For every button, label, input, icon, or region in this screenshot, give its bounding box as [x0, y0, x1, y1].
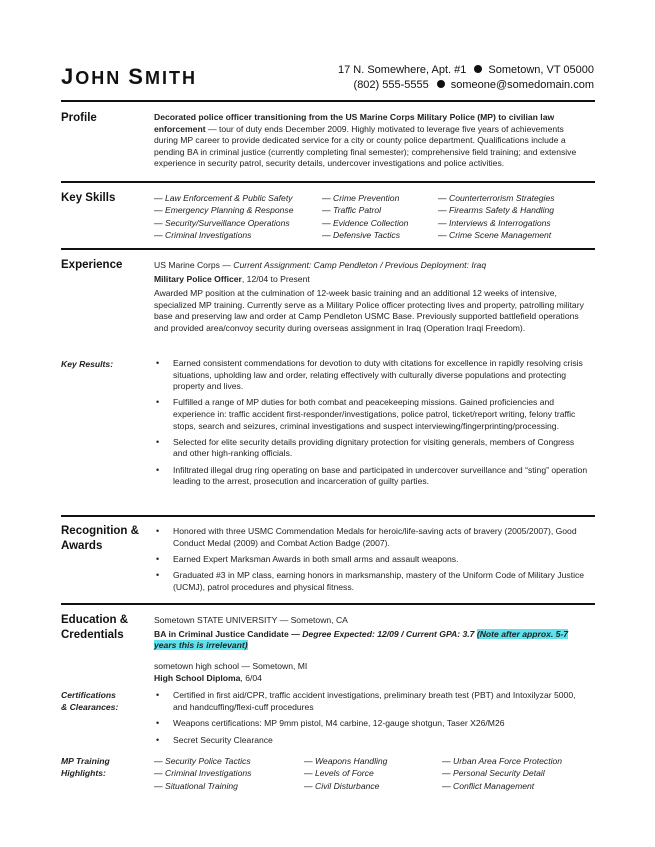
- skills-list: [154, 192, 594, 242]
- training-item: — Urban Area Force Protection: [442, 756, 563, 766]
- skill-item: — Security/Surveillance Operations: [154, 217, 290, 228]
- experience-block: [154, 260, 589, 335]
- phone: (802) 555-5555: [353, 79, 429, 91]
- skill-item: — Interviews & Interrogations: [438, 217, 551, 228]
- training-item: — Security Police Tactics: [154, 756, 251, 766]
- training-column-3: [442, 755, 562, 792]
- training-item: — Civil Disturbance: [304, 780, 380, 791]
- list-item: • Weapons certifications: MP 9mm pistol, M4 carbine, 12-gauge shotgun, Taser X26/M26: [154, 718, 589, 730]
- job-dates: , 12/04 to Present: [241, 273, 310, 284]
- degree-1-title: BA in Criminal Justice Candidate —: [154, 628, 303, 639]
- skill-item: — Firearms Safety & Handling: [438, 205, 555, 216]
- certifications-list: [154, 690, 589, 751]
- training-column-2: [304, 755, 387, 792]
- list-item: • Infiltrated illegal drug ring operating on base and participated in undercover surveillance and “sting” operation leading to the arrest, prosecution and incarceration of guilty parties.: [154, 465, 589, 488]
- divider: [61, 100, 595, 102]
- name-first-initial: J: [61, 64, 76, 89]
- cert-heading-line2: & Clearances:: [61, 702, 119, 712]
- degree-1-expected: Degree Expected: 12/09 / Current GPA: 3.7: [302, 628, 475, 639]
- skill-item: — Traffic Patrol: [322, 205, 382, 216]
- certifications-heading: [61, 689, 118, 713]
- skill-item: — Crime Scene Management: [438, 229, 552, 240]
- skills-column-3: [438, 192, 555, 241]
- training-heading-line1: MP Training: [61, 756, 110, 766]
- degree-2-date: , 6/04: [240, 673, 262, 684]
- assignment: Current Assignment: Camp Pendleton / Previous Deployment: Iraq: [233, 260, 487, 270]
- skill-item: — Crime Prevention: [322, 193, 400, 203]
- training-item: — Levels of Force: [304, 768, 374, 779]
- employer: US Marine Corps —: [154, 260, 234, 270]
- list-item: • Earned consistent commendations for devotion to duty with citations for excellence in rapidly resolving crisis situations, upholding law and order, relating effectively with culturally diverse populations and protecting property and lives.: [154, 358, 589, 393]
- name-last-initial: S: [128, 64, 145, 89]
- email: someone@somedomain.com: [450, 79, 594, 91]
- training-heading-line2: Highlights:: [61, 768, 106, 778]
- experience-heading: Experience: [61, 259, 123, 271]
- list-item: • Certified in first aid/CPR, traffic accident investigations, preliminary breath test (PBT) and Intoxilyzar 5000, and handcuffing/flexi-cuff procedures: [154, 690, 589, 713]
- skills-column-2: [322, 192, 408, 241]
- degree-2-title: High School Diploma: [154, 673, 241, 684]
- school-2: sometown high school — Sometown, MI: [154, 660, 308, 671]
- recognition-heading-line2: Awards: [61, 540, 103, 552]
- list-item: • Graduated #3 in MP class, earning honors in marksmanship, mastery of the Uniform Code of Military Justice (UCMJ), patrol procedures and physical fitness.: [154, 570, 589, 593]
- skills-column-1: [154, 192, 294, 241]
- education-heading: [61, 613, 128, 643]
- skill-item: — Evidence Collection: [322, 217, 409, 228]
- list-item: • Fulfilled a range of MP duties for both combat and peacekeeping missions. Gained proficiencies and experience in: traffic accident first-responder/investigations, police patrol, ticket/report writing, felony traffic stops, search and seizures, criminal investigations and suspect interviewing/fingerprinting/processing.: [154, 397, 589, 432]
- training-column-1: [154, 755, 251, 792]
- skill-item: — Defensive Tactics: [322, 229, 401, 240]
- divider: [61, 515, 595, 517]
- bullet-dot-icon: [474, 65, 482, 73]
- highlighted-note: (Note after approx. 5-7 years this is irrelevant): [154, 628, 569, 651]
- profile-lead: Decorated police officer transitioning from the US Marine Corps Military Police (MP) to civilian law enforcement: [154, 112, 555, 134]
- training-list: [154, 755, 594, 795]
- training-item: — Personal Security Detail: [442, 768, 545, 779]
- profile-text: [154, 112, 589, 170]
- resume-name: [61, 64, 197, 90]
- address: 17 N. Somewhere, Apt. #1: [337, 64, 467, 76]
- bullet-dot-icon: [437, 80, 445, 88]
- recognition-list: [154, 526, 589, 598]
- name-first-rest: OHN: [75, 68, 122, 88]
- training-item: — Criminal Investigations: [154, 768, 252, 779]
- divider: [61, 181, 595, 183]
- skill-item: — Counterterrorism Strategies: [438, 193, 555, 203]
- recognition-heading: [61, 524, 139, 554]
- name-last-rest: MITH: [144, 68, 197, 88]
- training-item: — Situational Training: [154, 780, 238, 791]
- list-item: • Honored with three USMC Commendation Medals for heroic/life-saving acts of bravery (2005/2007), Good Conduct Medal (2009) and Combat Action Badge (2007).: [154, 526, 589, 549]
- skill-item: — Law Enforcement & Public Safety: [154, 193, 293, 203]
- recognition-heading-line1: Recognition &: [61, 525, 139, 537]
- skill-item: — Emergency Planning & Response: [154, 205, 294, 216]
- training-item: — Weapons Handling: [304, 756, 388, 766]
- skills-heading: Key Skills: [61, 192, 116, 204]
- experience-summary: Awarded MP position at the culmination of 12-week basic training and an additional 12 weeks of intensive, specialized MP training. Currently serve as a Military Police officer protecting lives and property, patrolling military base and preserving law and order at Camp Pendleton USMC Base. Previously supported battlefield operations and provided area/convoy security during overseas assignment in Iraq (Operation Iraqi Freedom).: [154, 288, 584, 333]
- city: Sometown, VT 05000: [488, 64, 594, 76]
- education-block: [154, 615, 589, 685]
- training-item: — Conflict Management: [442, 780, 535, 791]
- training-heading: [61, 755, 110, 779]
- divider: [61, 248, 595, 250]
- contact-info: [338, 63, 594, 93]
- education-heading-line1: Education &: [61, 614, 129, 626]
- cert-heading-line1: Certifications: [61, 690, 116, 700]
- key-results-heading: Key Results:: [61, 359, 114, 369]
- divider: [61, 603, 595, 605]
- school-1: Sometown STATE UNIVERSITY — Sometown, CA: [154, 615, 348, 625]
- list-item: • Secret Security Clearance: [154, 735, 589, 747]
- degree-1: [154, 629, 589, 652]
- list-item: • Selected for elite security details providing dignitary protection for visiting generals, members of Congress and other high-ranking officials.: [154, 437, 589, 460]
- profile-body: — tour of duty ends December 2009. Highly motivated to leverage five years of achievements during MP career to provide dedicated service for a city or county police department. Qualifications include a pending BA in criminal justice (currently completing final semester); comprehensive field training; and extensive experience in security patrol, security details, undercover investigations and police activities.: [154, 123, 577, 169]
- profile-heading: Profile: [61, 112, 97, 124]
- key-results: [154, 358, 589, 492]
- job-title: Military Police Officer: [154, 273, 242, 284]
- education-heading-line2: Credentials: [61, 629, 124, 641]
- list-item: • Earned Expert Marksman Awards in both small arms and assault weapons.: [154, 554, 589, 566]
- skill-item: — Criminal Investigations: [154, 229, 252, 240]
